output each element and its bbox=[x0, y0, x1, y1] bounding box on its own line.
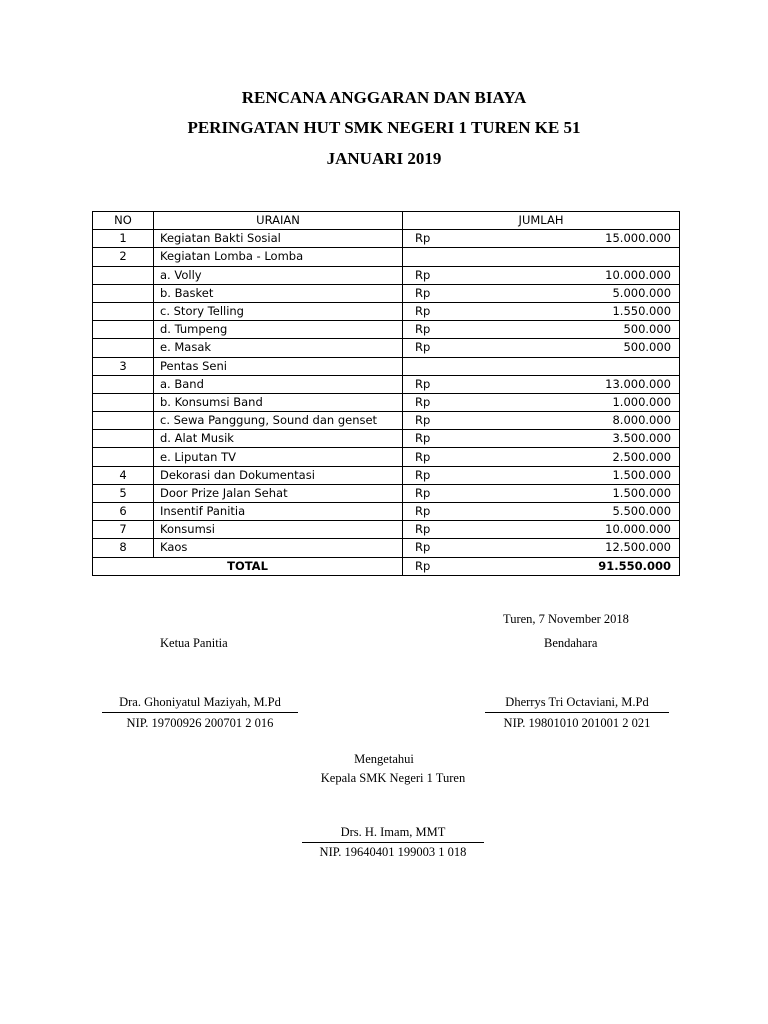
table-row bbox=[93, 357, 680, 375]
row-description: Kaos bbox=[154, 539, 403, 557]
row-currency: Rp bbox=[403, 339, 448, 357]
row-number: 8 bbox=[93, 539, 154, 557]
row-currency: Rp bbox=[403, 393, 448, 411]
document-title: RENCANA ANGGARAN DAN BIAYA bbox=[241, 88, 527, 107]
row-amount: 3.500.000 bbox=[448, 430, 680, 448]
row-amount: 12.500.000 bbox=[448, 539, 680, 557]
table-row bbox=[93, 484, 680, 502]
row-amount: 8.000.000 bbox=[448, 412, 680, 430]
table-row bbox=[93, 266, 680, 284]
table-row bbox=[93, 466, 680, 484]
table-row bbox=[93, 375, 680, 393]
table-row bbox=[93, 430, 680, 448]
table-row bbox=[93, 412, 680, 430]
center-signer-nip: NIP. 19640401 199003 1 018 bbox=[319, 845, 467, 859]
row-description: Kegiatan Bakti Sosial bbox=[154, 230, 403, 248]
column-header-jumlah: JUMLAH bbox=[403, 212, 680, 230]
row-amount bbox=[448, 248, 680, 266]
row-amount: 10.000.000 bbox=[448, 521, 680, 539]
column-header-uraian: URAIAN bbox=[154, 212, 403, 230]
table-header-row bbox=[93, 212, 680, 230]
row-number bbox=[93, 339, 154, 357]
budget-table bbox=[92, 211, 680, 576]
row-currency bbox=[403, 357, 448, 375]
row-currency: Rp bbox=[403, 466, 448, 484]
table-row bbox=[93, 248, 680, 266]
row-number bbox=[93, 375, 154, 393]
row-currency bbox=[403, 248, 448, 266]
column-header-no: NO bbox=[93, 212, 154, 230]
total-label: TOTAL bbox=[93, 557, 403, 575]
row-description: d. Tumpeng bbox=[154, 321, 403, 339]
document-subtitle: PERINGATAN HUT SMK NEGERI 1 TUREN KE 51 bbox=[187, 118, 581, 137]
row-currency: Rp bbox=[403, 321, 448, 339]
row-number bbox=[93, 448, 154, 466]
row-number bbox=[93, 430, 154, 448]
row-description: b. Konsumsi Band bbox=[154, 393, 403, 411]
row-amount: 1.500.000 bbox=[448, 484, 680, 502]
total-row bbox=[93, 557, 680, 575]
row-description: Insentif Panitia bbox=[154, 503, 403, 521]
row-number bbox=[93, 393, 154, 411]
center-signer-name: Drs. H. Imam, MMT bbox=[302, 825, 484, 843]
row-currency: Rp bbox=[403, 284, 448, 302]
row-description: a. Volly bbox=[154, 266, 403, 284]
row-number: 3 bbox=[93, 357, 154, 375]
row-amount: 1.550.000 bbox=[448, 302, 680, 320]
row-amount: 5.000.000 bbox=[448, 284, 680, 302]
row-currency: Rp bbox=[403, 430, 448, 448]
table-row bbox=[93, 339, 680, 357]
row-currency: Rp bbox=[403, 375, 448, 393]
row-currency: Rp bbox=[403, 266, 448, 284]
row-number bbox=[93, 412, 154, 430]
table-row bbox=[93, 448, 680, 466]
document-period: JANUARI 2019 bbox=[326, 149, 442, 168]
row-description: e. Masak bbox=[154, 339, 403, 357]
row-amount: 2.500.000 bbox=[448, 448, 680, 466]
place-date: Turen, 7 November 2018 bbox=[503, 612, 629, 626]
row-description: b. Basket bbox=[154, 284, 403, 302]
row-amount bbox=[448, 357, 680, 375]
row-amount: 1.000.000 bbox=[448, 393, 680, 411]
row-description: Kegiatan Lomba - Lomba bbox=[154, 248, 403, 266]
row-number bbox=[93, 284, 154, 302]
row-currency: Rp bbox=[403, 448, 448, 466]
row-description: a. Band bbox=[154, 375, 403, 393]
row-amount: 500.000 bbox=[448, 321, 680, 339]
row-currency: Rp bbox=[403, 484, 448, 502]
row-number bbox=[93, 321, 154, 339]
row-amount: 500.000 bbox=[448, 339, 680, 357]
table-row bbox=[93, 393, 680, 411]
row-number bbox=[93, 266, 154, 284]
row-description: e. Liputan TV bbox=[154, 448, 403, 466]
row-number: 1 bbox=[93, 230, 154, 248]
row-description: Pentas Seni bbox=[154, 357, 403, 375]
row-description: d. Alat Musik bbox=[154, 430, 403, 448]
row-amount: 5.500.000 bbox=[448, 503, 680, 521]
row-number: 4 bbox=[93, 466, 154, 484]
row-description: Door Prize Jalan Sehat bbox=[154, 484, 403, 502]
table-row bbox=[93, 284, 680, 302]
row-currency: Rp bbox=[403, 539, 448, 557]
row-number: 2 bbox=[93, 248, 154, 266]
row-currency: Rp bbox=[403, 412, 448, 430]
row-amount: 15.000.000 bbox=[448, 230, 680, 248]
row-currency: Rp bbox=[403, 521, 448, 539]
table-row bbox=[93, 302, 680, 320]
row-number bbox=[93, 302, 154, 320]
table-row bbox=[93, 503, 680, 521]
row-currency: Rp bbox=[403, 302, 448, 320]
table-row bbox=[93, 230, 680, 248]
row-number: 7 bbox=[93, 521, 154, 539]
row-number: 6 bbox=[93, 503, 154, 521]
right-signer-nip: NIP. 19801010 201001 2 021 bbox=[503, 716, 651, 730]
approval-label: Mengetahui bbox=[354, 752, 414, 766]
right-signer-role: Bendahara bbox=[544, 636, 598, 650]
row-description: Konsumsi bbox=[154, 521, 403, 539]
table-row bbox=[93, 539, 680, 557]
left-signer-nip: NIP. 19700926 200701 2 016 bbox=[126, 716, 274, 730]
row-description: c. Story Telling bbox=[154, 302, 403, 320]
row-currency: Rp bbox=[403, 503, 448, 521]
row-amount: 1.500.000 bbox=[448, 466, 680, 484]
right-signer-name: Dherrys Tri Octaviani, M.Pd bbox=[485, 695, 669, 713]
left-signer-role: Ketua Panitia bbox=[160, 636, 228, 650]
center-signer-role: Kepala SMK Negeri 1 Turen bbox=[320, 771, 466, 785]
total-amount: 91.550.000 bbox=[448, 557, 680, 575]
table-row bbox=[93, 321, 680, 339]
row-number: 5 bbox=[93, 484, 154, 502]
left-signer-name: Dra. Ghoniyatul Maziyah, M.Pd bbox=[102, 695, 298, 713]
table-row bbox=[93, 521, 680, 539]
total-currency: Rp bbox=[403, 557, 448, 575]
row-amount: 10.000.000 bbox=[448, 266, 680, 284]
row-description: c. Sewa Panggung, Sound dan genset bbox=[154, 412, 403, 430]
row-amount: 13.000.000 bbox=[448, 375, 680, 393]
row-description: Dekorasi dan Dokumentasi bbox=[154, 466, 403, 484]
row-currency: Rp bbox=[403, 230, 448, 248]
